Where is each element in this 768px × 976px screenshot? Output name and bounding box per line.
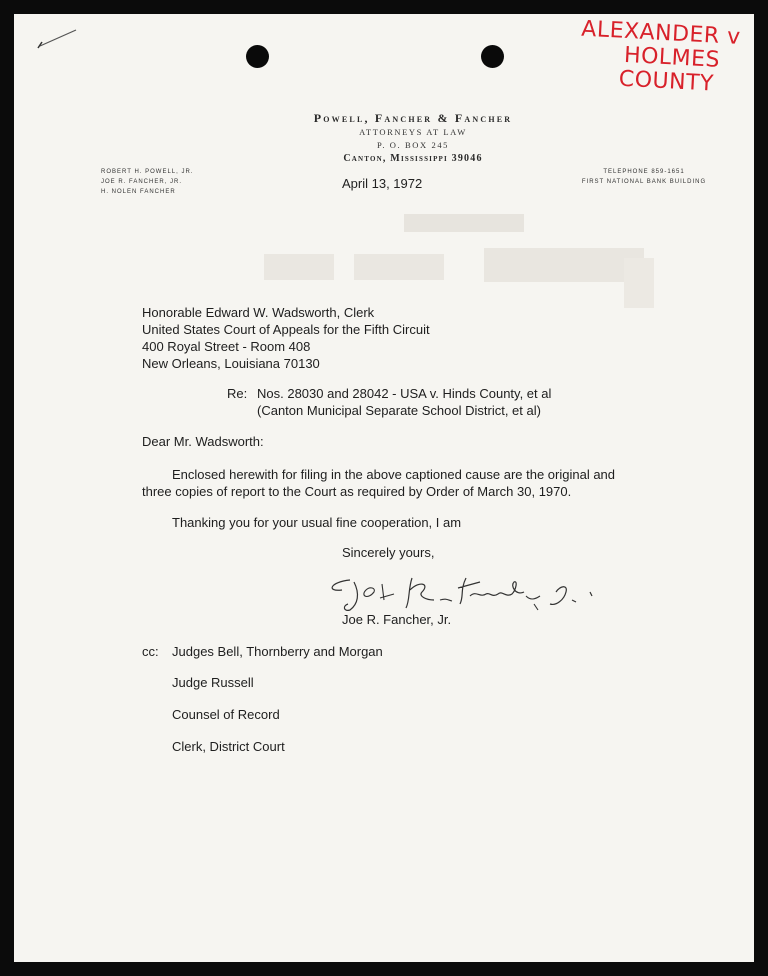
closing: Sincerely yours, [342,545,435,560]
punch-hole-right [481,45,504,68]
re-case-parties: (Canton Municipal Separate School District, et al) [257,403,541,418]
telephone: TELEPHONE 859-1651 [603,169,685,175]
handnote-line: COUNTY [618,66,715,97]
re-label: Re: [227,386,248,401]
letterhead [14,111,754,166]
handwritten-annotation [578,18,752,99]
partner-name: H. NOLEN FANCHER [101,189,176,195]
firm-po-box: P. O. BOX 245 [376,140,450,150]
firm-subtitle: ATTORNEYS AT LAW [359,127,467,137]
letter-page [14,14,754,962]
cc-recipient: Counsel of Record [172,707,280,722]
pen-mark-icon [36,24,86,50]
bleed-through-watermark [254,208,684,318]
cc-recipient: Clerk, District Court [172,739,285,754]
firm-city: Canton, Mississippi 39046 [343,153,483,164]
address-line: Honorable Edward W. Wadsworth, Clerk [142,305,375,320]
contact-info [564,167,724,187]
building: FIRST NATIONAL BANK BUILDING [581,179,707,185]
punch-hole-left [246,45,269,68]
firm-name: Powell, Fancher & Fancher [313,111,513,125]
cc-first-line [142,643,702,660]
partner-list [101,167,193,197]
address-line: New Orleans, Louisiana 70130 [142,356,320,371]
address-line: 400 Royal Street - Room 408 [142,339,311,354]
paragraph-line: three copies of report to the Court as required by Order of March 30, 1970. [142,484,572,499]
cc-recipient: Judge Russell [172,675,254,690]
reference-line [227,385,768,419]
recipient-address [142,304,702,372]
cc-label: cc: [142,644,159,659]
partner-name: ROBERT H. POWELL, JR. [101,169,194,175]
partner-name: JOE R. FANCHER, JR. [101,179,183,185]
signature [320,570,620,614]
re-case-numbers: Nos. 28030 and 28042 - USA v. Hinds County, et al [257,386,552,401]
body-paragraph [142,466,702,500]
salutation: Dear Mr. Wadsworth: [142,434,264,449]
handnote-line: ALEXANDER v [580,16,742,50]
letter-date: April 13, 1972 [342,176,423,191]
paragraph-line: Enclosed herewith for filing in the above captioned cause are the original and [172,467,616,482]
address-line: United States Court of Appeals for the Fifth Circuit [142,322,430,337]
cc-recipient: Judges Bell, Thornberry and Morgan [172,644,383,659]
signer-name: Joe R. Fancher, Jr. [342,612,452,627]
thanks-paragraph: Thanking you for your usual fine cooperation, I am [172,515,462,530]
handnote-line: HOLMES [623,42,721,73]
